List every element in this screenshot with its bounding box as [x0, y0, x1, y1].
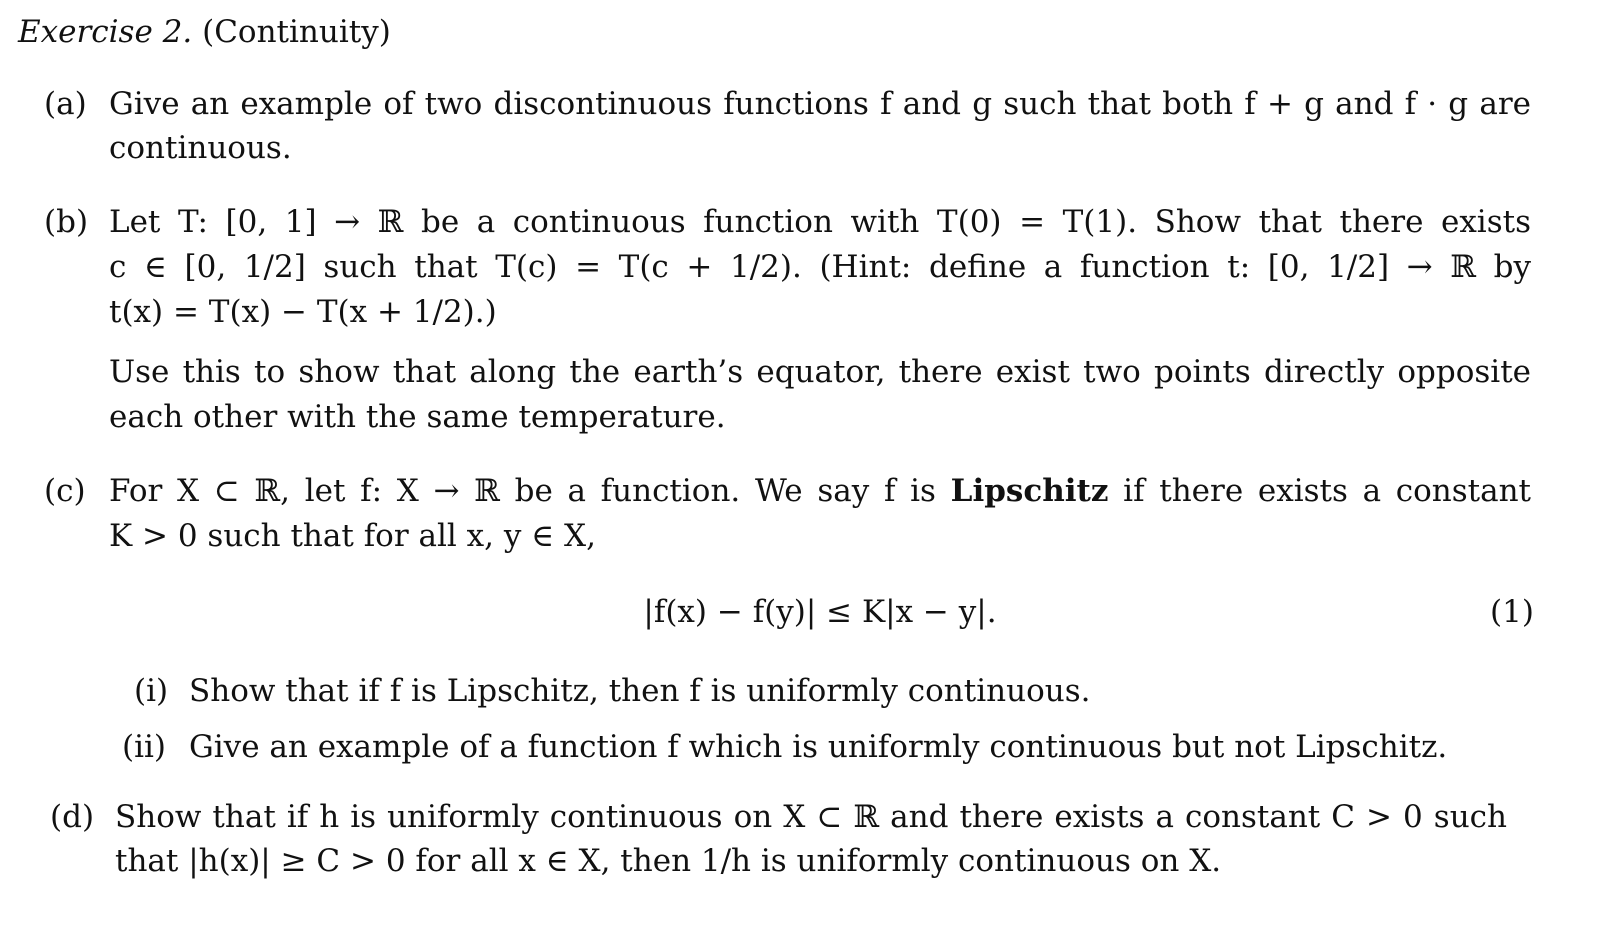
part-b-line-3: t(x) = T(x) − T(x + 1/2).): [109, 294, 497, 330]
part-b-paragraph-2-line-2: each other with the same temperature.: [109, 399, 726, 435]
part-c-line-2: K > 0 such that for all x, y ∈ X,: [109, 518, 596, 554]
lipschitz-equation: |f(x) − f(y)| ≤ K|x − y|.: [643, 594, 997, 630]
part-a-line-2: continuous.: [109, 130, 292, 166]
part-c-sub-i-text: Show that if f is Lipschitz, then f is uniformly continuous.: [189, 673, 1091, 709]
lipschitz-term: Lipschitz: [950, 473, 1109, 509]
part-b-line-1: Let T: [0, 1] → ℝ be a continuous function with T(0) = T(1). Show that there exists: [109, 204, 1531, 240]
equation-number: (1): [1490, 594, 1534, 630]
part-c-label: (c): [44, 473, 86, 509]
part-a-label: (a): [44, 86, 87, 122]
part-d-label: (d): [50, 799, 95, 835]
part-c-line-1: [109, 471, 1531, 511]
part-c-sub-i-label: (i): [134, 673, 169, 709]
part-b-label: (b): [44, 204, 89, 240]
part-c-sub-ii-text: Give an example of a function f which is uniformly continuous but not Lipschitz.: [189, 729, 1448, 765]
exercise-number: Exercise 2.: [18, 14, 193, 50]
part-b-paragraph-2-line-1: Use this to show that along the earth’s equator, there exist two points directly opposite: [109, 354, 1531, 390]
part-d-line-2: that |h(x)| ≥ C > 0 for all x ∈ X, then 1/h is uniformly continuous on X.: [115, 843, 1222, 879]
part-c-sub-ii-label: (ii): [122, 729, 167, 765]
part-a-line-1: Give an example of two discontinuous functions f and g such that both f + g and f · g are: [109, 86, 1531, 122]
exercise-topic: (Continuity): [202, 14, 391, 50]
part-c-line-1-pre: For X ⊂ ℝ, let f: X → ℝ be a function. We say f is: [109, 473, 936, 509]
part-d-line-1: Show that if h is uniformly continuous on X ⊂ ℝ and there exists a constant C > 0 such: [115, 799, 1507, 835]
part-c-line-1-post: if there exists a constant: [1123, 473, 1531, 509]
part-b-line-2: c ∈ [0, 1/2] such that T(c) = T(c + 1/2). (Hint: define a function t: [0, 1/2] → ℝ by: [109, 249, 1531, 285]
exercise-title: [18, 12, 391, 52]
